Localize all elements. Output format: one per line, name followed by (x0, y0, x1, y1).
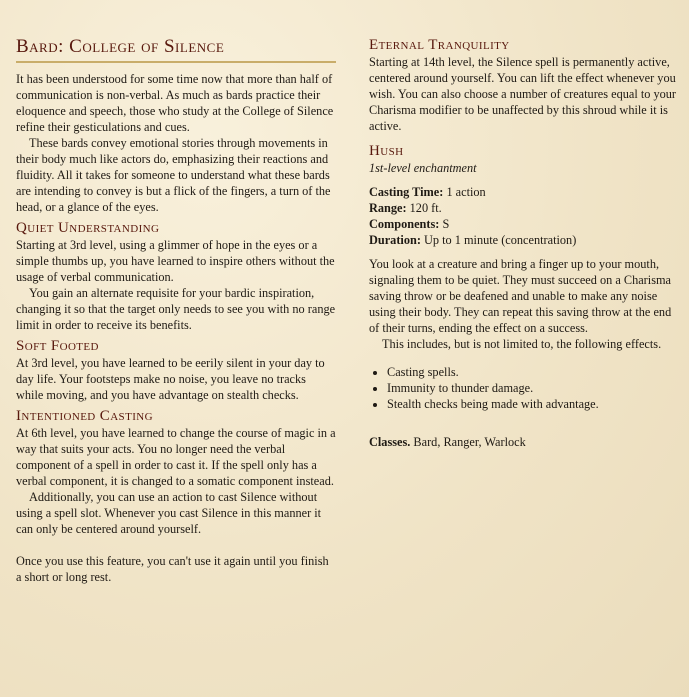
spell-stat-range: Range: 120 ft. (369, 201, 442, 215)
hush-description: You look at a creature and bring a finger up to your mouth, signaling them to be quiet. They must succeed on a Charisma saving throw or be deafened and unable to make any noise using their body. They can repeat this saving throw at the end of their turns, ending the effect on a success. (369, 257, 672, 335)
spell-stat-casting-time: Casting Time: 1 action (369, 185, 486, 199)
spell-stat-components: Components: S (369, 217, 450, 231)
spell-stat-duration: Duration: Up to 1 minute (concentration) (369, 233, 577, 247)
right-column (369, 36, 681, 450)
page-title: Bard: College of Silence (16, 36, 336, 63)
spell-stat-block (369, 184, 681, 248)
list-item: • Casting spells. (387, 364, 681, 380)
quiet-understanding-heading: Quiet Understanding (16, 220, 160, 236)
eternal-tranquility-text: Starting at 14th level, the Silence spell is permanently active, centered around yourself. You can lift the effect whenever you wish. You can also choose a number of creatures equal to your Charisma modifier to be unaffected by this shroud while it is active. (369, 55, 677, 133)
effects-list (369, 364, 681, 412)
hush-spell-heading: Hush (369, 143, 404, 159)
hush-spell-school: 1st-level enchantment (369, 161, 477, 175)
quiet-understanding-text: Starting at 3rd level, using a glimmer of hope in the eyes or a simple thumbs up, you have learned to inspire others without the usage of verbal communication. (16, 238, 335, 284)
left-column (16, 36, 336, 585)
soft-footed-text: At 3rd level, you have learned to be eerily silent in your day to day life. Your footsteps make no noise, you leave no tracks while moving, and you have advantage on stealth checks. (16, 356, 325, 402)
intro-paragraph-2: These bards convey emotional stories through movements in their body much like actors do, emphasizing their reactions and fluidity. All it takes for someone to understand what these bards are intending to convey is but a flick of the fingers, a turn of the head, or a glance of the eyes. (16, 136, 331, 214)
intentioned-casting-heading: Intentioned Casting (16, 408, 153, 424)
intentioned-casting-text-2: Additionally, you can use an action to cast Silence without using a spell slot. Whenever you cast Silence in this manner it can only be centered around yourself. (16, 490, 322, 536)
intentioned-casting-text: At 6th level, you have learned to change the course of magic in a way that suits your acts. You no longer need the verbal component of a spell in order to cast it. If the spell only has a verbal component, it is changed to a somatic component instead. (16, 426, 336, 488)
quiet-understanding-text-2: You gain an alternate requisite for your bardic inspiration, changing it so that the target only needs to see you with no range limit in order to receive its benefits. (16, 286, 336, 332)
spell-classes: Classes. Bard, Ranger, Warlock (369, 435, 526, 449)
eternal-tranquility-heading: Eternal Tranquility (369, 37, 510, 53)
list-item: • Stealth checks being made with advantage. (387, 396, 681, 412)
hush-description-2: This includes, but is not limited to, the following effects. (382, 337, 662, 351)
list-item: • Immunity to thunder damage. (387, 380, 681, 396)
intro-paragraph: It has been understood for some time now that more than half of communication is non-verbal. As much as bards practice their eloquence and speech, those who study at the College of Silence refine their gesticulations and cues. (16, 72, 334, 134)
soft-footed-heading: Soft Footed (16, 338, 99, 354)
intentioned-casting-text-3: Once you use this feature, you can't use it again until you finish a short or long rest. (16, 554, 329, 584)
